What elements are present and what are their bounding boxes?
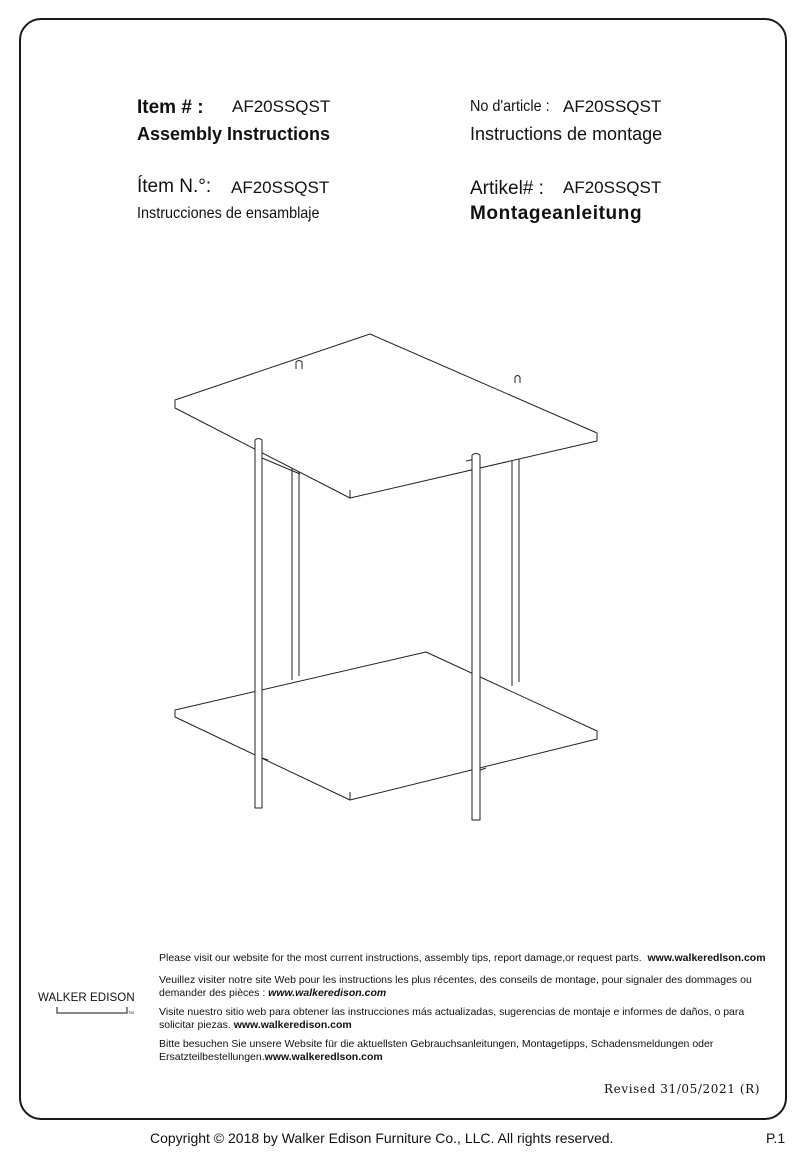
logo-bracket-icon [38,990,140,1018]
back-left-leg [292,467,299,680]
page-number: P.1 [766,1130,786,1146]
es-item-value: AF20SSQST [231,178,330,197]
website-link-de[interactable]: www.walkeredlson.com [264,1051,383,1063]
notice-de: Bitte besuchen Sie unsere Website für die aktuellsten Gebrauchsanleitungen, Montagetipps, Schadensmeldungen oder Ersatzteilbestellungen.www.walkeredlson.com [159,1038,714,1063]
fr-item-value: AF20SSQST [563,97,662,116]
website-link-es[interactable]: www.walkeredison.com [233,1019,352,1031]
notice-fr: Veuillez visiter notre site Web pour les instructions les plus récentes, des conseils de montage, pour signaler des dommages ou demander des pièces : www.walkeredison.com [159,974,752,999]
fr-item-label: No d'article : [470,98,550,115]
notice-en: Please visit our website for the most current instructions, assembly tips, report damage,or request parts. www.walkeredlson.com [159,952,766,964]
back-right-leg [512,452,519,686]
es-item-label: Ítem N.°: [137,176,212,197]
front-right-leg [472,455,480,820]
de-item-label: Artikel# : [470,178,544,199]
de-title: Montageanleitung [470,203,643,224]
front-left-leg [255,440,262,808]
fr-title: Instructions de montage [470,124,663,144]
notice-es: Visite nuestro sitio web para obtener las instrucciones más actualizadas, sugerencias de montaje e informes de daños, o para solicitar piezas. www.walkeredison.com [159,1006,745,1031]
en-title: Assembly Instructions [137,124,331,144]
website-link-en[interactable]: www.walkeredlson.com [647,952,766,964]
en-item-label: Item # : [137,97,204,118]
revision-date: Revised 31/05/2021 (R) [604,1082,761,1096]
de-item-value: AF20SSQST [563,178,662,197]
copyright-notice: Copyright © 2018 by Walker Edison Furniture Co., LLC. All rights reserved. [150,1130,614,1146]
website-link-fr[interactable]: www.walkeredison.com [268,987,387,999]
en-item-value: AF20SSQST [232,97,331,116]
side-table-illustration [160,320,620,830]
es-title: Instrucciones de ensamblaje [137,205,320,222]
walker-edison-logo: WALKER EDISON TM [38,990,140,1018]
